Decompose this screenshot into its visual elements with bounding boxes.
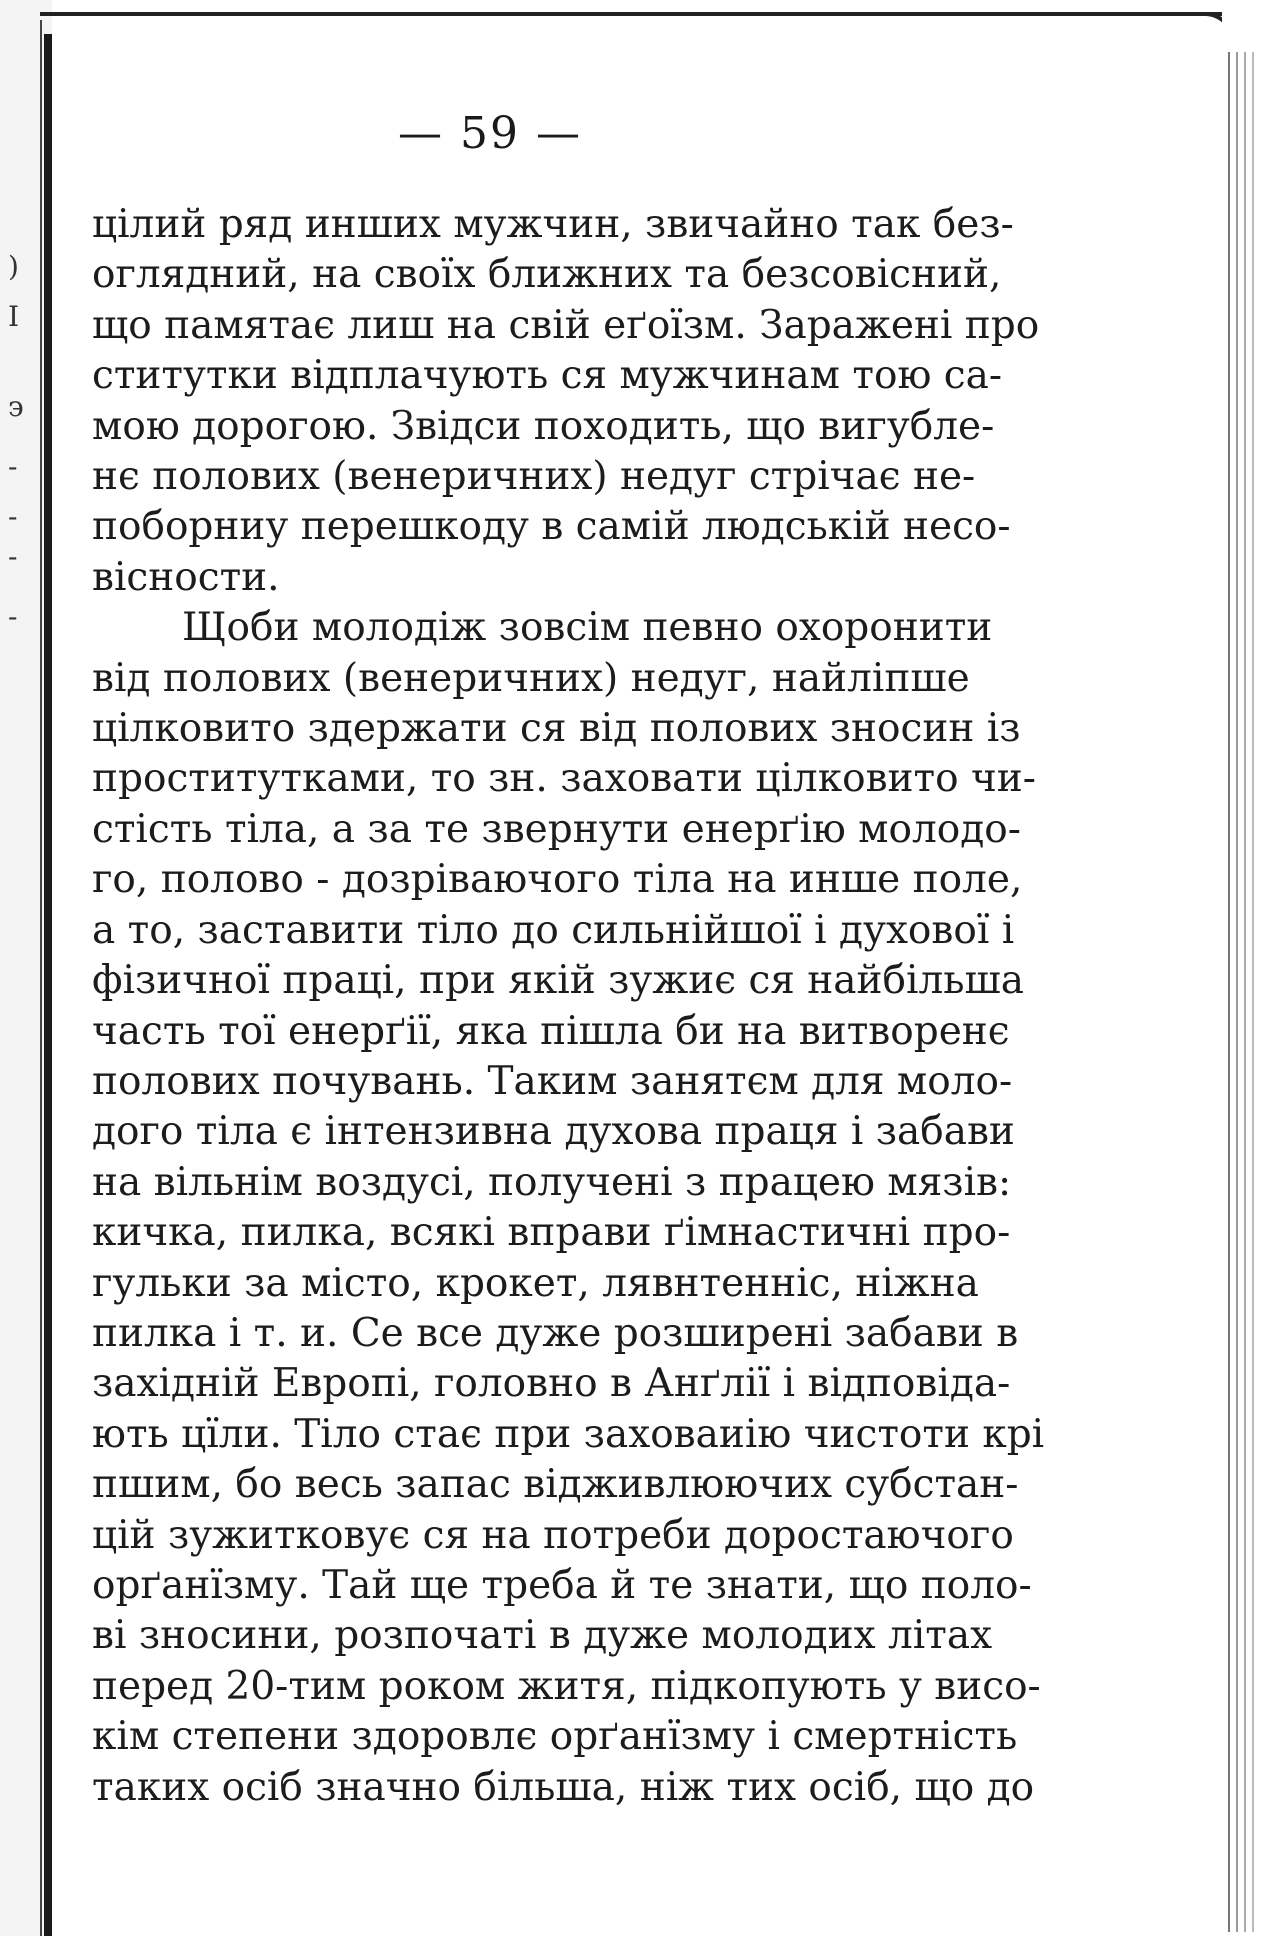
text-line: фізичної праці, при якій зужиє ся найбільша (92, 958, 1025, 1004)
margin-fragment: э (8, 390, 24, 423)
fore-edge-line (1236, 52, 1238, 1932)
book-gutter-line (40, 20, 42, 1936)
text-line: західній Европі, головно в Анґлії і відповіда- (92, 1361, 1011, 1407)
margin-fragment: - (8, 540, 18, 573)
margin-fragment: ) (8, 250, 19, 283)
text-line: що памятає лиш на свій еґоїзм. Заражені про (92, 302, 1040, 348)
text-line: поборниу перешкоду в самій людській несо- (92, 504, 1011, 550)
text-line: перед 20-тим роком житя, підкопують у висо- (92, 1663, 1041, 1709)
text-line: орґанїзму. Тай ще треба й те знати, що поло- (92, 1562, 1032, 1608)
margin-fragment: - (8, 450, 18, 483)
text-line: кичка, пилка, всякі вправи ґімнастичні про- (92, 1210, 1011, 1256)
text-line: цілковито здержати ся від полових зносин із (92, 706, 1021, 752)
text-line: від полових (венеричних) недуг, найліпше (92, 655, 970, 701)
text-line: ві зносини, розпочаті в дуже молодих літах (92, 1613, 993, 1659)
text-line: го, полово - дозріваючого тіла на инше поле, (92, 857, 1023, 903)
text-line: часть тої енерґії, яка пішла би на витворенє (92, 1008, 1010, 1054)
text-line: ститутки відплачують ся мужчинам тою са- (92, 353, 1003, 399)
text-line: нє полових (венеричних) недуг стрічає не- (92, 454, 976, 500)
text-line: пилка і т. и. Се все дуже розширені забави в (92, 1310, 1019, 1356)
text-line: оглядний, на своїх ближних та безсовісний, (92, 252, 1002, 298)
text-line: кім степени здоровлє орґанїзму і смертність (92, 1714, 1018, 1760)
fore-edge-line (1228, 52, 1230, 1932)
margin-fragment: - (8, 500, 18, 533)
page-fore-edge (1222, 12, 1264, 1936)
text-line: полових почувань. Таким занятєм для моло- (92, 1058, 1013, 1104)
text-line: ють цїли. Тіло стає при заховаиію чистоти крі (92, 1411, 1045, 1457)
text-line: мою дорогою. Звідси походить, що вигубле- (92, 403, 995, 449)
text-line: гульки за місто, крокет, лявнтенніс, ніжна (92, 1260, 979, 1306)
body-text (92, 200, 1045, 1813)
fore-edge-line (1252, 52, 1254, 1932)
paragraph-start-line: Щоби молодіж зовсім певно охоронити (182, 605, 993, 651)
text-line: проститутками, то зн. заховати цілковито чи- (92, 756, 1036, 802)
fore-edge-line (1244, 52, 1246, 1932)
page-top-edge (40, 12, 1230, 16)
text-line: стість тіла, а за те звернути енерґію молодо- (92, 806, 1021, 852)
page-number: — 59 — (398, 108, 582, 159)
book-spine (44, 34, 52, 1936)
text-line: а то, заставити тіло до сильнійшої і духової і (92, 907, 1015, 953)
text-line: цій зужитковує ся на потреби доростаючого (92, 1512, 1014, 1558)
text-line: дого тіла є інтензивна духова праця і забави (92, 1109, 1015, 1155)
paragraph-end-line: вісности. (92, 554, 280, 600)
margin-fragment: I (8, 300, 20, 333)
text-line: цілий ряд инших мужчин, звичайно так без- (92, 202, 1014, 247)
text-line: таких осіб значно більша, ніж тих осіб, що до (92, 1764, 1035, 1810)
text-line: пшим, бо весь запас відживлюючих субстан- (92, 1462, 1019, 1508)
text-line: на вільнім воздусі, получені з працею мязів: (92, 1159, 1012, 1205)
margin-fragment: - (8, 600, 18, 633)
